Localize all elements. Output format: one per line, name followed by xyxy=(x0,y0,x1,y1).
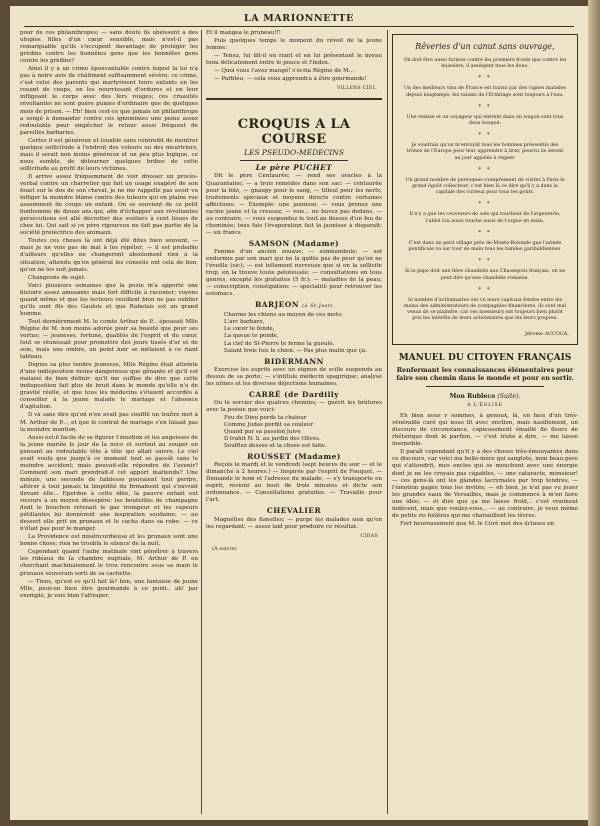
col2-paragraph: — Quoi vous l'avez mangé! s'écria Régine de M... xyxy=(214,68,355,75)
doctor-name: CARRÉ (de Dardilly xyxy=(248,389,340,399)
col2-paragraph: Et il mangea le pruneau!!! xyxy=(206,30,282,36)
column-2 xyxy=(206,30,382,816)
column-3 xyxy=(392,30,578,816)
doctor-name: CHEVALIER xyxy=(266,506,322,516)
reverie-item: C'est dans un petit village près de Monte-Rotondo que l'armée pontificale va sur tour de main tous les bandes garibaldiennes. xyxy=(408,240,562,253)
col2-paragraph: — Parbleu, — cela vous apprendra à être gourmande! xyxy=(214,76,367,83)
manual-title: MANUEL DU CITOYEN FRANÇAIS xyxy=(398,352,572,363)
section-title: CROQUIS A LA COURSE xyxy=(237,117,351,148)
section-subtitle: LES PSEUDO-MÉDECINS xyxy=(244,148,344,158)
doctor-name: Le père PUCHET xyxy=(255,163,333,173)
stars-separator: * * xyxy=(478,103,492,110)
chapter-place: A L'ÉGLISE xyxy=(467,403,503,409)
doctor-name: BARJEON (à St-Just) xyxy=(255,300,333,310)
col1-paragraph: Cependant quand l'aube matinale vint pénétrer à travers les rideaux de la chambre nuptiale, M. Arthur de P. en cherchant machinalement le trou rencontre sous sa main le prunaux souverain sorti de sa cachette. xyxy=(20,549,198,577)
reverie-item: Une remise et un voyageur qui entrent dans un wagon sont tous deux bosqué. xyxy=(406,114,564,127)
doctor-name: SAMSON (Madame) xyxy=(248,238,340,248)
column-divider xyxy=(201,30,202,814)
reverie-item: Je voudrais qu'on m'envoyât tous les hommes préssentis des trônes de l'Europe pour leur apprendre à tirer, pourvu ils seront au jour appelés à régner. xyxy=(406,143,564,161)
doctor-name: BIDERMANN xyxy=(264,356,324,366)
col2-paragraph: — Tenez, lui dit-il en riant et en lui présentant le noyau tenu délicatement entre le pouce et l'index. xyxy=(206,53,382,67)
manual-paragraph: Eh bien nous y sommes, à genoux, là, en face d'un très-vénérable curé qui nous lit avec onction, mais nasillement, un discours de circonstance, copieusement émaillé de fleurs de rhétorique dont le parfum, — c'est triste à dire, — me laisse insensible. xyxy=(392,413,578,448)
reveries-title: Rêveries d'un canut sans ouvrage, xyxy=(415,42,555,51)
section-divider xyxy=(206,98,382,101)
doctor-description: Femme d'un ancien zouave; — somnambule; — est endormie par son mari qui ne la quitte pas de peur qu'on ne l'éveille (sic); — est tellement nerveuse que si on la sollicite trop, en la trouve toute peloteusée; — consultations en tous genres, excepté les gratuites (5 fr.); — maladies de la peau; — conscription, constipation; — spécialité pour retrouver les estomacs. xyxy=(206,248,382,298)
reverie-item: On doit être aussi furieux contre les premiers froids que contre les huissiers; il assiègent tous les deux. xyxy=(403,58,567,70)
stars-separator: * * xyxy=(478,132,492,139)
reveries-signature: Jérome ACCOCA. xyxy=(524,330,569,337)
doctor-description: Reçois le mardi et le vendredi (sept heures du soir — et le dimanche à 2 heures.) — Inspirée par l'esprit de Fouquet. — Demande le nom et l'adresse du malade, — s'y transporte en esprit, revient au bout de trois minutes et dicte son ordonnance. — Consultations gratuites. — Travaille pour l'art. xyxy=(206,462,382,504)
doctor-description: Ou le sorcier des quatres chemins; — guérit les brûlures avec la poésie que voici: xyxy=(206,399,382,413)
col1-paragraph: Changeons de sujet. xyxy=(28,274,86,281)
reverie-item: Un des meilleurs vins de France est fourni par des vignes malades depuis longtemps; les raisins de l'Ermitage sont toujours à l'eau. xyxy=(403,86,567,98)
col1-paragraph: Aussi est-il facile de se figurer l'émotion et les angoisses de la jeune mariée le jour de la noce et surtout au souper en pensant au redoutable tête à tête qui allait suivre. Le ciel avait voulu que jusqu'à ce moment tout se passât sans le moindre accident; mais pouvait-elle répondre de l'avenir? Comment son mari prendrait-il cet apport inattendu? Une minute, une seconde de faiblesse pouvaient tout perdre, altérer à tout jamais la limpidité du firmament qui s'ouvrait devant elle... Eperdue à cette idée, la pauvre enfant eut recours à un moyen désespéré: les bouteilles de champagne dont le bouchon retenait le gaz trompeur et les vapeurs pétillantes lui donnèrent une inspiration soudaine: — au dessert elle prit un prunaux et le cacha dans sa robe: — ce n'était pas pour le manger. xyxy=(20,434,198,533)
stars-separator: * * xyxy=(478,75,492,82)
col1-paragraph: Voici plusieurs semaines que la poste m'a apporté une histoire assez amusante mais fort difficile à raconter; voyons quand même et que les lecteurs veuillent bien ne pas oublier qu'ils sont fils des Gaulois et que Rabelais est un grand homme. xyxy=(20,282,198,317)
newspaper-page xyxy=(10,6,588,820)
col1-paragraph: Ainsi il y a un crime épouvantable contre lequel la loi n'a pas à notre avis de châtiment suffisamment sévère; ce crime, c'est celui des parents qui martyrisent leurs enfants en les rouant de coups, en les nourrissant d'ordures et en leur infligeant le corps avec des fers rouges; ces cruautés révoltantes ne sont guère punies d'ordinaire que de quelques mois de prison. — Eh! bien cest-ce que jamais un philanthrope a songé à demander contre ces ignominies une peine assez redoutable pour empêcher le retour aussi fréquent de pareilles barbaries. xyxy=(20,66,198,136)
chapter-heading: Mon Rubleco (Suite). xyxy=(449,393,521,401)
col1-paragraph: — Tiens, qu'est ce qu'il fait là? bon, une fantaisie de jeune Mlle, peut-on bien être gourmande à ce point.. ah! par exemple, je vois bien l'attraper: xyxy=(20,578,198,599)
col1-paragraph: Il arrive assez fréquemment de voir dresser un procès-verbal contre un charretier qui fait un usage exagéré de son fouet sur le dos de son cheval, je ne me rappelle pas avoir vu infliger la moindre blâme contre des tuteurs qui en plaine rue assomment de coups un enfant. On se souvient de ce petit bonhomme de douze ans qui, afin d'échapper aux révoltantes persécutions est allé décrotter des souliers à cent lieues de chez lui. Qui sait si ce père rigoureux ne fait pas partie de la société protectrice des animaux. xyxy=(20,173,198,237)
binding-edge xyxy=(588,0,600,826)
incantation-poem: Feu de Dieu perds ta chaleur Comme Judas perdit sa couleur Quand par sa passion juive Il trahit N. S. au jardin des Olives. Soufflez dessus et la chose est faite. xyxy=(224,414,327,450)
stars-separator: * * xyxy=(478,258,492,265)
title-rule xyxy=(240,160,348,161)
header-rule xyxy=(24,26,574,27)
reverie-item: Si le pape doit une fière chandelle aux Chassepots français, on ne peut dire qu'une chandelle romaine. xyxy=(404,269,566,281)
author-signature: VILLERS CIEL. xyxy=(336,86,378,92)
manual-paragraph: Fort heureusement que M. le Curé met des écluses en xyxy=(400,520,555,527)
reverie-item: Si nombre d'actionnaires ont vu leurs capitaux fondre entre les mains des administrateurs de compagnies financières, ils sont mal venus de se plaindre, car ces messieurs ont toujours bien plutôt pris les intérêts de leurs actionnaires que les leurs propres. xyxy=(403,297,567,322)
author-signature: CIDAS xyxy=(360,533,378,539)
col2-paragraph: Puis quelques temps le moment du réveil de la jeune femme: xyxy=(206,38,382,52)
stars-separator: * * xyxy=(478,229,492,236)
reverie-item: Il n'y a que les couvreurs de sole qui touchent de l'argenterie, l'abbé Liu aussi touche aussi de l'orgue en main. xyxy=(409,212,561,224)
doctor-name: ROUSSET (Madame) xyxy=(247,452,341,462)
col1-paragraph: pour de ces philanthropes; — sans doute ils obéissent à des utopies filles d'un cœur sensible, mais n'est-il pas remarquable qu'ils s'occupent davantage de protéger les grèdins contre les honnêtes gens que les honnêtes gens contre les grèdins? xyxy=(20,30,198,65)
doctor-description: Magnétise des flanelles; — purge les malades sien qu'en les regardant; — assez laid pour produire ce résultat. xyxy=(206,516,382,530)
running-header: LA MARIONNETTE xyxy=(244,13,354,24)
reverie-item: Un grand nombre de personnes s'empressent de visiter à Paris le grand égoût collecteur; c'est bien là ce dire qu'il y a dans la capitale des curieux pour tous les goûts. xyxy=(405,177,565,196)
manual-paragraph: Il paraît cependant qu'il y a des choses très-émouvantes dans ce discours, car voici ma belle-mère qui sanglote, mon beau-père qui s'attendrit, mes oncles qui se mouchent avec une énergie dont je ne les croyais pas capables, — une cataracte, monsieur! — ces gens-là ont les glandes lacrymales par trop tendres, — l'émotion gagne tous les invités; — eh bien, je n'ai pas vu jouer les grandes eaux de Versailles, mais je commence à m'en faire une idée; — et dire que ça me laisse froid,.. c'est vraiment indécent, mais que voulez-vous... — au contraire, je veux même de petits ris folâtres qui me chatouillent les lèvres. xyxy=(392,449,578,519)
to-be-continued: (A suivre) xyxy=(212,545,237,552)
col1-paragraph: Il va sans dire qu'on n'en avait pas soufflé un traître mot à M. Arthur de P..., et que le contrat de mariage s'en faisait pas la moindre mention. xyxy=(20,412,198,433)
col1-paragraph: La Providence est miséricordieuse et les prunaux sont une bonne chose: rien ne troubla le silence de la nuit. xyxy=(20,534,198,548)
column-1 xyxy=(20,30,198,816)
reveries-box xyxy=(392,34,578,345)
doctor-location: (à St-Just) xyxy=(302,303,333,310)
col1-paragraph: Certes il est généreux et louable sans contredit de montrer quelque sollicitude à l'endroit des voleurs ou des meurtriers, mais il serait non moins généreux et un peu plus logique, ce nous semble, de détourner quelques bribes de cette sollicitude au profit de leurs victimes. xyxy=(20,137,198,172)
stars-separator: * * xyxy=(478,166,492,173)
stars-separator: * * xyxy=(478,201,492,208)
title-rule xyxy=(426,386,544,387)
col1-paragraph: Tout dernièrement M. le comte Arthur de P... épousait Mlle Régine de M. non moins adorée pour sa beauté que pour ses vertus; — jeunesse, fortune, qualités de l'esprit et du cœur, tout se réunissait pour promettre des jours tissés d'or et de soie, mais une ombre, un point noir se mêlaient à ce riant tableau. xyxy=(20,318,198,361)
manual-subtitle: Renfermant les connaissances élémentaires pour faire son chemin dans le monde et pour en sortir. xyxy=(396,366,574,383)
incantation-poem: Charme les chiens au moyen de ces mots: L'arc barbare, Le cœur te fende, La queue te pende, La clef de St-Pierre te ferme la gueule. Salant trois fois le chien. — Pas plus malin que ça. xyxy=(224,312,367,354)
col1-paragraph: Depuis sa plus tendre jeunesse, Mlle Régine était atteinte d'une indisposition moins dangereuse que gênante et qu'il est malaisé de bien définir: qu'il me suffise de dire que cette indisposition fait plus de bruit dans le monde qu'elle n'a de gravité réelle, et que tous les médecins s'étaient accordés à conseiller à la jeune malade le mariage et l'absence d'agitation. xyxy=(20,362,198,411)
doctor-description: Exorcise les esprits avec un oignon de scille suspendu au dessus de sa porte; — s'intitule médecin spagirique; analyse les urines et les diverses déjections humaines. xyxy=(206,366,382,387)
stars-separator: * * xyxy=(478,286,492,293)
col1-paragraph: Toutes ces choses là ont déjà été dites bien souvent, — mais je ne vois pas de mal à les répéter; — il est probable d'ailleurs qu'elles ne changeront absolument rien à la situation, attendu qu'en général les conseils ont cela de bon, qu'on ne les suit jamais. xyxy=(20,238,198,273)
column-divider xyxy=(387,30,388,814)
doctor-description: Dit le père Centaurée; — rend ses oracles à la Quarantaine; — a trois remèdes dans son sac: — centaurée pour la bile, — gnaupy pour le sang, — tilleul pour les nerfs; traitements spéciaux et moyens directs contre certaines affections. — Exemple: une jaunisse; — vous prenez une racine jaune et la creusez, — vois... ne buvez pas dedans, — au contraire, — vous suspendez le tout au dessus d'un feu de cheminée; tous fais l'évaporation fait la jaunisse à disparaît; — six francs. xyxy=(206,173,382,236)
